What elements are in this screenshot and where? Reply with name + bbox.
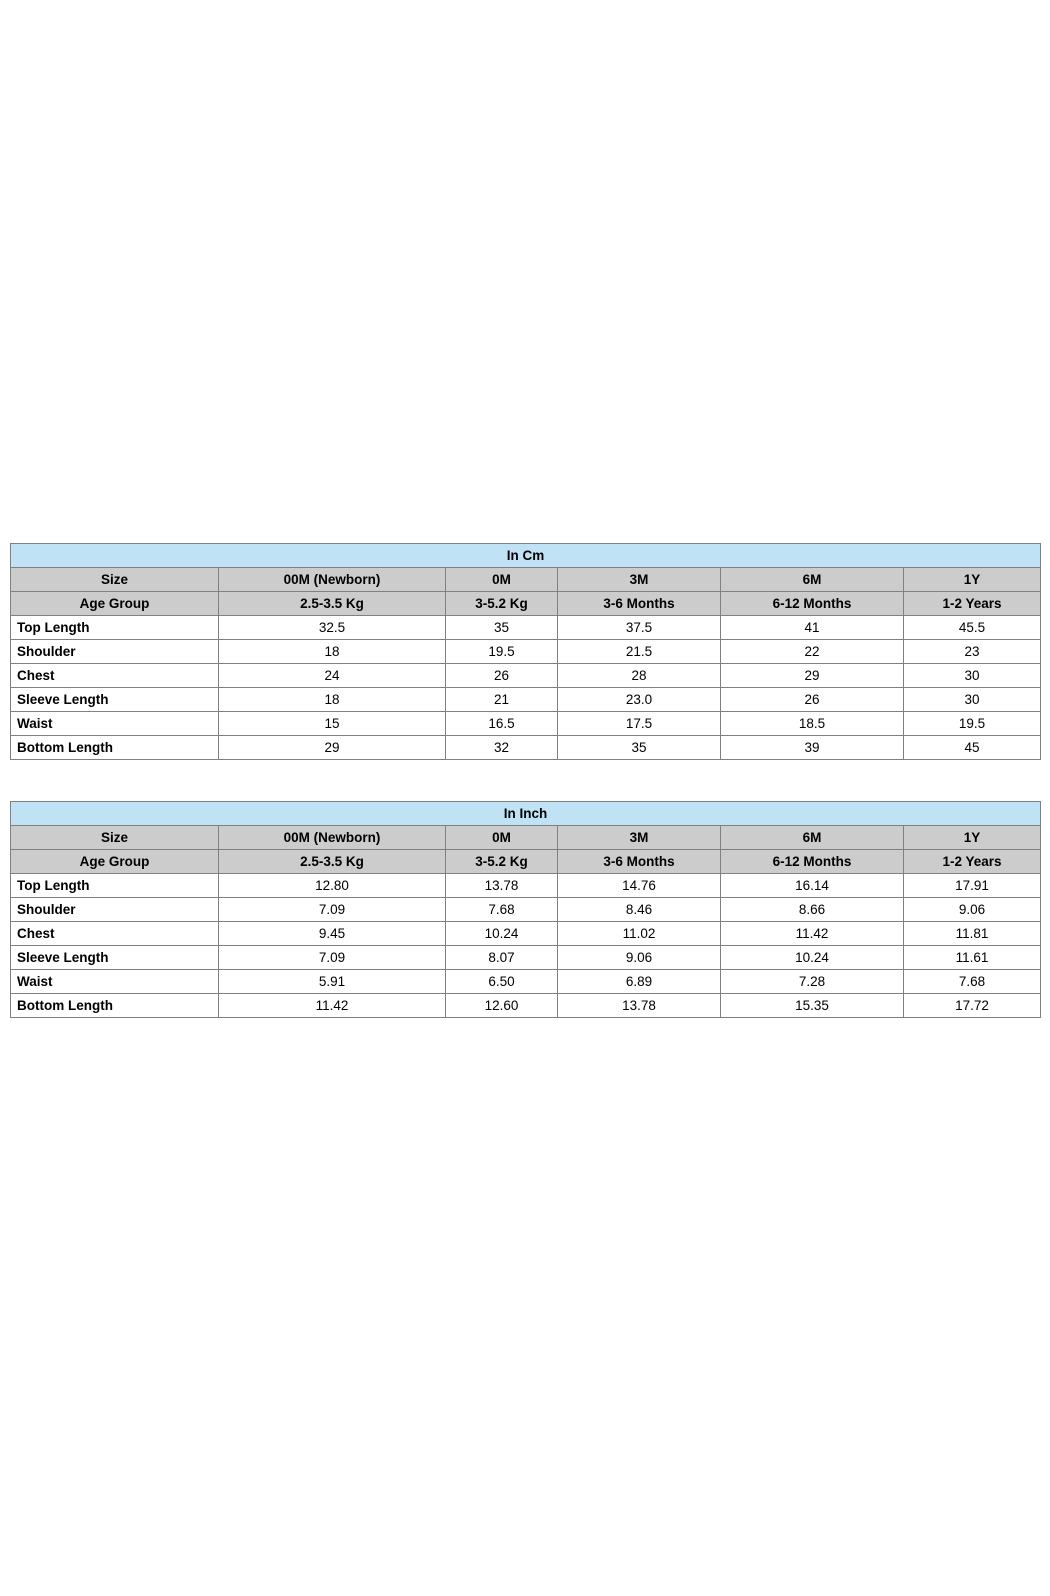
cell-value: 11.42 (721, 922, 904, 946)
cell-value: 13.78 (558, 994, 721, 1018)
cell-value: 15.35 (721, 994, 904, 1018)
header-label-size: Size (11, 568, 219, 592)
cell-value: 32.5 (219, 616, 446, 640)
row-label: Chest (11, 664, 219, 688)
header-age-0m: 3-5.2 Kg (446, 592, 558, 616)
cell-value: 18 (219, 640, 446, 664)
header-size-1y: 1Y (904, 568, 1041, 592)
header-age-3m: 3-6 Months (558, 850, 721, 874)
cell-value: 6.50 (446, 970, 558, 994)
header-label-age-group: Age Group (11, 592, 219, 616)
table-row-header-size (11, 568, 1041, 592)
cell-value: 13.78 (446, 874, 558, 898)
header-age-1y: 1-2 Years (904, 592, 1041, 616)
row-label: Shoulder (11, 640, 219, 664)
row-label: Shoulder (11, 898, 219, 922)
cell-value: 6.89 (558, 970, 721, 994)
cell-value: 16.14 (721, 874, 904, 898)
cell-value: 12.80 (219, 874, 446, 898)
header-size-1y: 1Y (904, 826, 1041, 850)
cell-value: 7.28 (721, 970, 904, 994)
cell-value: 45.5 (904, 616, 1041, 640)
cell-value: 45 (904, 736, 1041, 760)
cell-value: 7.09 (219, 946, 446, 970)
size-chart-inch (10, 801, 1040, 1018)
cell-value: 14.76 (558, 874, 721, 898)
row-label: Waist (11, 712, 219, 736)
cell-value: 15 (219, 712, 446, 736)
header-size-0m: 0M (446, 826, 558, 850)
cell-value: 5.91 (219, 970, 446, 994)
cell-value: 24 (219, 664, 446, 688)
table-row (11, 922, 1041, 946)
cell-value: 17.5 (558, 712, 721, 736)
cell-value: 9.45 (219, 922, 446, 946)
header-size-00m: 00M (Newborn) (219, 568, 446, 592)
cell-value: 23.0 (558, 688, 721, 712)
cell-value: 17.91 (904, 874, 1041, 898)
table-row (11, 874, 1041, 898)
cell-value: 35 (558, 736, 721, 760)
table-row (11, 970, 1041, 994)
size-table-inch (10, 801, 1041, 1018)
unit-title-cm: In Cm (11, 544, 1041, 568)
header-age-00m: 2.5-3.5 Kg (219, 850, 446, 874)
cell-value: 28 (558, 664, 721, 688)
cell-value: 39 (721, 736, 904, 760)
cell-value: 26 (721, 688, 904, 712)
size-table-cm (10, 543, 1041, 760)
table-row (11, 616, 1041, 640)
cell-value: 32 (446, 736, 558, 760)
row-label: Sleeve Length (11, 946, 219, 970)
table-row-header-agegroup (11, 850, 1041, 874)
header-label-age-group: Age Group (11, 850, 219, 874)
cell-value: 29 (721, 664, 904, 688)
row-label: Top Length (11, 874, 219, 898)
row-label: Waist (11, 970, 219, 994)
row-label: Top Length (11, 616, 219, 640)
cell-value: 11.81 (904, 922, 1041, 946)
header-age-3m: 3-6 Months (558, 592, 721, 616)
cell-value: 17.72 (904, 994, 1041, 1018)
header-size-00m: 00M (Newborn) (219, 826, 446, 850)
cell-value: 18.5 (721, 712, 904, 736)
cell-value: 21 (446, 688, 558, 712)
row-label: Bottom Length (11, 736, 219, 760)
header-label-size: Size (11, 826, 219, 850)
table-row (11, 946, 1041, 970)
cell-value: 23 (904, 640, 1041, 664)
cell-value: 9.06 (558, 946, 721, 970)
header-size-3m: 3M (558, 826, 721, 850)
cell-value: 29 (219, 736, 446, 760)
cell-value: 22 (721, 640, 904, 664)
cell-value: 16.5 (446, 712, 558, 736)
cell-value: 12.60 (446, 994, 558, 1018)
header-size-3m: 3M (558, 568, 721, 592)
table-row-title (11, 802, 1041, 826)
header-age-6m: 6-12 Months (721, 592, 904, 616)
table-row-title (11, 544, 1041, 568)
table-row (11, 640, 1041, 664)
table-row (11, 898, 1041, 922)
cell-value: 21.5 (558, 640, 721, 664)
cell-value: 30 (904, 664, 1041, 688)
size-chart-cm (10, 543, 1040, 760)
cell-value: 11.02 (558, 922, 721, 946)
cell-value: 7.09 (219, 898, 446, 922)
row-label: Bottom Length (11, 994, 219, 1018)
cell-value: 8.46 (558, 898, 721, 922)
header-age-1y: 1-2 Years (904, 850, 1041, 874)
cell-value: 8.66 (721, 898, 904, 922)
cell-value: 35 (446, 616, 558, 640)
table-row (11, 664, 1041, 688)
cell-value: 10.24 (721, 946, 904, 970)
cell-value: 10.24 (446, 922, 558, 946)
header-size-6m: 6M (721, 826, 904, 850)
unit-title-inch: In Inch (11, 802, 1041, 826)
cell-value: 9.06 (904, 898, 1041, 922)
row-label: Sleeve Length (11, 688, 219, 712)
cell-value: 26 (446, 664, 558, 688)
table-row (11, 688, 1041, 712)
header-age-6m: 6-12 Months (721, 850, 904, 874)
table-row-header-size (11, 826, 1041, 850)
table-row-header-agegroup (11, 592, 1041, 616)
cell-value: 18 (219, 688, 446, 712)
cell-value: 11.61 (904, 946, 1041, 970)
cell-value: 19.5 (904, 712, 1041, 736)
header-age-00m: 2.5-3.5 Kg (219, 592, 446, 616)
row-label: Chest (11, 922, 219, 946)
header-size-6m: 6M (721, 568, 904, 592)
header-size-0m: 0M (446, 568, 558, 592)
cell-value: 7.68 (446, 898, 558, 922)
table-row (11, 736, 1041, 760)
table-row (11, 994, 1041, 1018)
header-age-0m: 3-5.2 Kg (446, 850, 558, 874)
cell-value: 7.68 (904, 970, 1041, 994)
cell-value: 30 (904, 688, 1041, 712)
cell-value: 37.5 (558, 616, 721, 640)
cell-value: 11.42 (219, 994, 446, 1018)
cell-value: 19.5 (446, 640, 558, 664)
table-row (11, 712, 1041, 736)
cell-value: 8.07 (446, 946, 558, 970)
cell-value: 41 (721, 616, 904, 640)
